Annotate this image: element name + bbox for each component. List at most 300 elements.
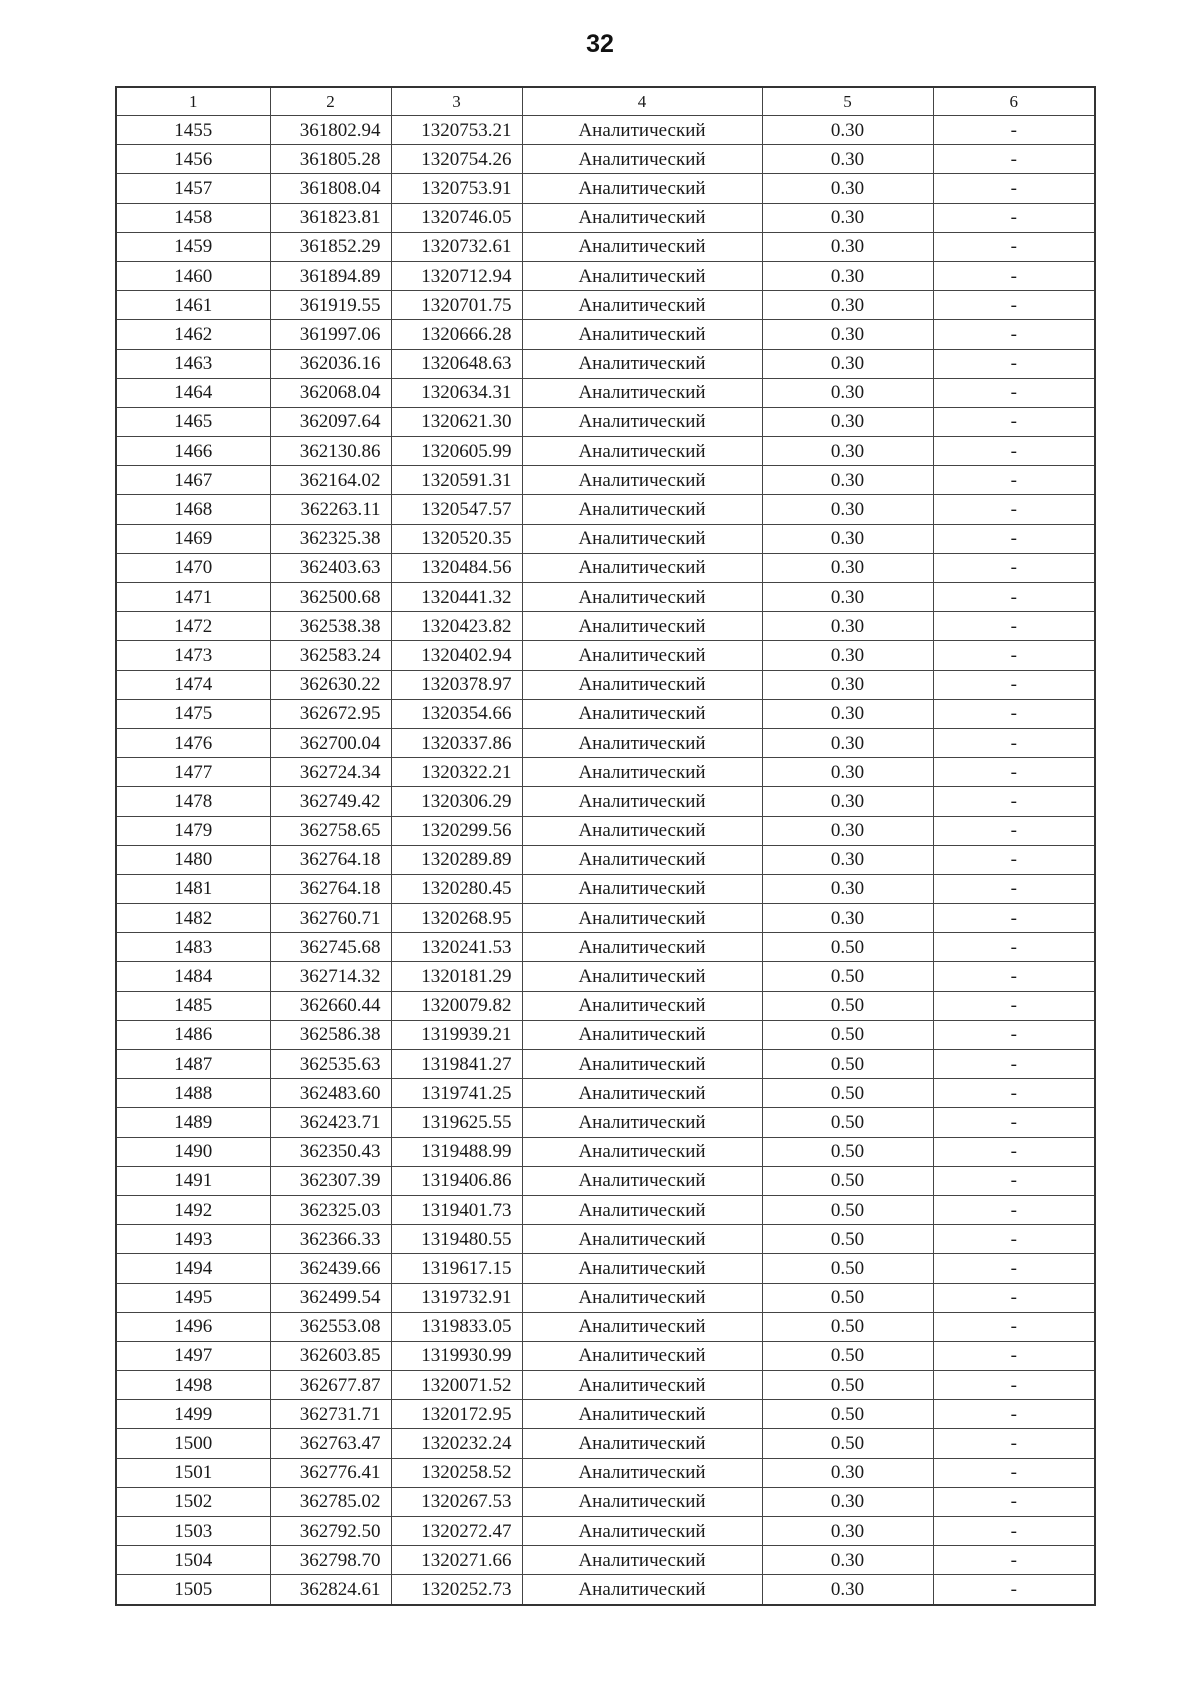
table-row	[116, 758, 1095, 787]
point-number-cell: 1494	[116, 1254, 270, 1283]
point-number-cell: 1495	[116, 1283, 270, 1312]
table-row	[116, 1050, 1095, 1079]
note-cell: -	[933, 524, 1095, 553]
point-number-cell: 1501	[116, 1458, 270, 1487]
note-cell: -	[933, 1108, 1095, 1137]
y-coordinate-cell: 1320079.82	[391, 991, 522, 1020]
x-coordinate-cell: 362677.87	[270, 1371, 391, 1400]
accuracy-cell: 0.50	[762, 1020, 933, 1049]
accuracy-cell: 0.30	[762, 407, 933, 436]
method-cell: Аналитический	[522, 524, 762, 553]
table-row	[116, 816, 1095, 845]
table-row	[116, 1341, 1095, 1370]
accuracy-cell: 0.30	[762, 904, 933, 933]
y-coordinate-cell: 1320071.52	[391, 1371, 522, 1400]
accuracy-cell: 0.30	[762, 349, 933, 378]
x-coordinate-cell: 362798.70	[270, 1546, 391, 1575]
accuracy-cell: 0.30	[762, 320, 933, 349]
x-coordinate-cell: 362350.43	[270, 1137, 391, 1166]
accuracy-cell: 0.30	[762, 145, 933, 174]
accuracy-cell: 0.30	[762, 1546, 933, 1575]
table-row	[116, 612, 1095, 641]
note-cell: -	[933, 1020, 1095, 1049]
y-coordinate-cell: 1319833.05	[391, 1312, 522, 1341]
table-row	[116, 933, 1095, 962]
point-number-cell: 1484	[116, 962, 270, 991]
accuracy-cell: 0.30	[762, 437, 933, 466]
note-cell: -	[933, 320, 1095, 349]
table-row	[116, 203, 1095, 232]
point-number-cell: 1505	[116, 1575, 270, 1605]
note-cell: -	[933, 583, 1095, 612]
y-coordinate-cell: 1319480.55	[391, 1225, 522, 1254]
point-number-cell: 1457	[116, 174, 270, 203]
y-coordinate-cell: 1320289.89	[391, 845, 522, 874]
table-row	[116, 407, 1095, 436]
accuracy-cell: 0.30	[762, 728, 933, 757]
x-coordinate-cell: 362776.41	[270, 1458, 391, 1487]
method-cell: Аналитический	[522, 758, 762, 787]
x-coordinate-cell: 362403.63	[270, 553, 391, 582]
method-cell: Аналитический	[522, 641, 762, 670]
point-number-cell: 1500	[116, 1429, 270, 1458]
table-row	[116, 145, 1095, 174]
accuracy-cell: 0.30	[762, 116, 933, 145]
accuracy-cell: 0.30	[762, 1575, 933, 1605]
point-number-cell: 1469	[116, 524, 270, 553]
point-number-cell: 1467	[116, 466, 270, 495]
method-cell: Аналитический	[522, 699, 762, 728]
accuracy-cell: 0.50	[762, 1429, 933, 1458]
point-number-cell: 1478	[116, 787, 270, 816]
note-cell: -	[933, 1575, 1095, 1605]
accuracy-cell: 0.50	[762, 933, 933, 962]
x-coordinate-cell: 362763.47	[270, 1429, 391, 1458]
point-number-cell: 1481	[116, 874, 270, 903]
accuracy-cell: 0.30	[762, 203, 933, 232]
method-cell: Аналитический	[522, 1575, 762, 1605]
point-number-cell: 1479	[116, 816, 270, 845]
method-cell: Аналитический	[522, 1312, 762, 1341]
point-number-cell: 1463	[116, 349, 270, 378]
point-number-cell: 1461	[116, 291, 270, 320]
table-row	[116, 787, 1095, 816]
y-coordinate-cell: 1320484.56	[391, 553, 522, 582]
accuracy-cell: 0.30	[762, 1487, 933, 1516]
x-coordinate-cell: 362760.71	[270, 904, 391, 933]
accuracy-cell: 0.50	[762, 1283, 933, 1312]
note-cell: -	[933, 1341, 1095, 1370]
accuracy-cell: 0.30	[762, 845, 933, 874]
y-coordinate-cell: 1320241.53	[391, 933, 522, 962]
point-number-cell: 1489	[116, 1108, 270, 1137]
method-cell: Аналитический	[522, 728, 762, 757]
accuracy-cell: 0.30	[762, 232, 933, 261]
x-coordinate-cell: 362097.64	[270, 407, 391, 436]
note-cell: -	[933, 1137, 1095, 1166]
table-row	[116, 116, 1095, 145]
x-coordinate-cell: 362500.68	[270, 583, 391, 612]
table-row	[116, 1108, 1095, 1137]
y-coordinate-cell: 1320712.94	[391, 261, 522, 290]
table-row	[116, 1546, 1095, 1575]
x-coordinate-cell: 362423.71	[270, 1108, 391, 1137]
method-cell: Аналитический	[522, 1108, 762, 1137]
table-row	[116, 349, 1095, 378]
note-cell: -	[933, 1487, 1095, 1516]
method-cell: Аналитический	[522, 787, 762, 816]
y-coordinate-cell: 1320172.95	[391, 1400, 522, 1429]
column-header-2: 2	[270, 87, 391, 116]
note-cell: -	[933, 407, 1095, 436]
note-cell: -	[933, 1195, 1095, 1224]
note-cell: -	[933, 1050, 1095, 1079]
point-number-cell: 1496	[116, 1312, 270, 1341]
method-cell: Аналитический	[522, 232, 762, 261]
x-coordinate-cell: 362824.61	[270, 1575, 391, 1605]
note-cell: -	[933, 495, 1095, 524]
accuracy-cell: 0.50	[762, 1195, 933, 1224]
method-cell: Аналитический	[522, 407, 762, 436]
y-coordinate-cell: 1320272.47	[391, 1517, 522, 1546]
point-number-cell: 1483	[116, 933, 270, 962]
x-coordinate-cell: 362068.04	[270, 378, 391, 407]
method-cell: Аналитический	[522, 874, 762, 903]
table-row	[116, 495, 1095, 524]
accuracy-cell: 0.30	[762, 787, 933, 816]
table-row	[116, 1225, 1095, 1254]
point-number-cell: 1471	[116, 583, 270, 612]
table-row	[116, 1458, 1095, 1487]
note-cell: -	[933, 904, 1095, 933]
column-header-6: 6	[933, 87, 1095, 116]
table-row	[116, 1079, 1095, 1108]
point-number-cell: 1472	[116, 612, 270, 641]
note-cell: -	[933, 641, 1095, 670]
note-cell: -	[933, 816, 1095, 845]
note-cell: -	[933, 1458, 1095, 1487]
y-coordinate-cell: 1320252.73	[391, 1575, 522, 1605]
note-cell: -	[933, 1371, 1095, 1400]
table-row	[116, 174, 1095, 203]
table-row	[116, 904, 1095, 933]
method-cell: Аналитический	[522, 816, 762, 845]
point-number-cell: 1473	[116, 641, 270, 670]
accuracy-cell: 0.30	[762, 758, 933, 787]
point-number-cell: 1475	[116, 699, 270, 728]
point-number-cell: 1466	[116, 437, 270, 466]
table-row	[116, 524, 1095, 553]
accuracy-cell: 0.50	[762, 1166, 933, 1195]
point-number-cell: 1458	[116, 203, 270, 232]
x-coordinate-cell: 362483.60	[270, 1079, 391, 1108]
x-coordinate-cell: 362263.11	[270, 495, 391, 524]
note-cell: -	[933, 1166, 1095, 1195]
method-cell: Аналитический	[522, 1166, 762, 1195]
y-coordinate-cell: 1320754.26	[391, 145, 522, 174]
point-number-cell: 1499	[116, 1400, 270, 1429]
note-cell: -	[933, 1079, 1095, 1108]
method-cell: Аналитический	[522, 904, 762, 933]
y-coordinate-cell: 1319401.73	[391, 1195, 522, 1224]
point-number-cell: 1468	[116, 495, 270, 524]
accuracy-cell: 0.30	[762, 174, 933, 203]
table-row	[116, 1137, 1095, 1166]
table-row	[116, 1254, 1095, 1283]
accuracy-cell: 0.50	[762, 1341, 933, 1370]
note-cell: -	[933, 670, 1095, 699]
table-row	[116, 437, 1095, 466]
x-coordinate-cell: 361805.28	[270, 145, 391, 174]
point-number-cell: 1464	[116, 378, 270, 407]
table-row	[116, 1166, 1095, 1195]
method-cell: Аналитический	[522, 320, 762, 349]
note-cell: -	[933, 466, 1095, 495]
point-number-cell: 1491	[116, 1166, 270, 1195]
note-cell: -	[933, 874, 1095, 903]
point-number-cell: 1487	[116, 1050, 270, 1079]
column-header-1: 1	[116, 87, 270, 116]
y-coordinate-cell: 1320258.52	[391, 1458, 522, 1487]
accuracy-cell: 0.30	[762, 670, 933, 699]
accuracy-cell: 0.30	[762, 553, 933, 582]
accuracy-cell: 0.50	[762, 1400, 933, 1429]
y-coordinate-cell: 1320621.30	[391, 407, 522, 436]
y-coordinate-cell: 1319625.55	[391, 1108, 522, 1137]
x-coordinate-cell: 362724.34	[270, 758, 391, 787]
table-row	[116, 261, 1095, 290]
method-cell: Аналитический	[522, 933, 762, 962]
method-cell: Аналитический	[522, 1195, 762, 1224]
method-cell: Аналитический	[522, 378, 762, 407]
accuracy-cell: 0.50	[762, 1254, 933, 1283]
x-coordinate-cell: 361919.55	[270, 291, 391, 320]
coordinates-table	[115, 86, 1096, 1606]
note-cell: -	[933, 612, 1095, 641]
note-cell: -	[933, 1400, 1095, 1429]
x-coordinate-cell: 362749.42	[270, 787, 391, 816]
x-coordinate-cell: 362660.44	[270, 991, 391, 1020]
y-coordinate-cell: 1320378.97	[391, 670, 522, 699]
y-coordinate-cell: 1320299.56	[391, 816, 522, 845]
x-coordinate-cell: 361852.29	[270, 232, 391, 261]
x-coordinate-cell: 362758.65	[270, 816, 391, 845]
accuracy-cell: 0.30	[762, 641, 933, 670]
method-cell: Аналитический	[522, 203, 762, 232]
note-cell: -	[933, 437, 1095, 466]
table-row	[116, 1429, 1095, 1458]
table-row	[116, 670, 1095, 699]
x-coordinate-cell: 362714.32	[270, 962, 391, 991]
point-number-cell: 1503	[116, 1517, 270, 1546]
table-row	[116, 641, 1095, 670]
y-coordinate-cell: 1320520.35	[391, 524, 522, 553]
accuracy-cell: 0.30	[762, 612, 933, 641]
x-coordinate-cell: 361894.89	[270, 261, 391, 290]
point-number-cell: 1460	[116, 261, 270, 290]
note-cell: -	[933, 699, 1095, 728]
method-cell: Аналитический	[522, 466, 762, 495]
accuracy-cell: 0.50	[762, 1137, 933, 1166]
point-number-cell: 1504	[116, 1546, 270, 1575]
x-coordinate-cell: 362553.08	[270, 1312, 391, 1341]
point-number-cell: 1462	[116, 320, 270, 349]
method-cell: Аналитический	[522, 1341, 762, 1370]
table-row	[116, 583, 1095, 612]
x-coordinate-cell: 362036.16	[270, 349, 391, 378]
x-coordinate-cell: 361802.94	[270, 116, 391, 145]
method-cell: Аналитический	[522, 1546, 762, 1575]
method-cell: Аналитический	[522, 145, 762, 174]
x-coordinate-cell: 362792.50	[270, 1517, 391, 1546]
note-cell: -	[933, 962, 1095, 991]
point-number-cell: 1465	[116, 407, 270, 436]
note-cell: -	[933, 1429, 1095, 1458]
point-number-cell: 1486	[116, 1020, 270, 1049]
method-cell: Аналитический	[522, 991, 762, 1020]
x-coordinate-cell: 362745.68	[270, 933, 391, 962]
note-cell: -	[933, 758, 1095, 787]
note-cell: -	[933, 203, 1095, 232]
note-cell: -	[933, 145, 1095, 174]
note-cell: -	[933, 845, 1095, 874]
note-cell: -	[933, 553, 1095, 582]
method-cell: Аналитический	[522, 553, 762, 582]
method-cell: Аналитический	[522, 116, 762, 145]
x-coordinate-cell: 362586.38	[270, 1020, 391, 1049]
y-coordinate-cell: 1320271.66	[391, 1546, 522, 1575]
method-cell: Аналитический	[522, 1429, 762, 1458]
method-cell: Аналитический	[522, 495, 762, 524]
table-row	[116, 378, 1095, 407]
y-coordinate-cell: 1320268.95	[391, 904, 522, 933]
note-cell: -	[933, 116, 1095, 145]
table-row	[116, 232, 1095, 261]
y-coordinate-cell: 1320354.66	[391, 699, 522, 728]
table-row	[116, 1487, 1095, 1516]
accuracy-cell: 0.50	[762, 991, 933, 1020]
x-coordinate-cell: 362535.63	[270, 1050, 391, 1079]
accuracy-cell: 0.30	[762, 583, 933, 612]
y-coordinate-cell: 1320280.45	[391, 874, 522, 903]
column-header-4: 4	[522, 87, 762, 116]
y-coordinate-cell: 1320547.57	[391, 495, 522, 524]
method-cell: Аналитический	[522, 1225, 762, 1254]
y-coordinate-cell: 1319939.21	[391, 1020, 522, 1049]
point-number-cell: 1502	[116, 1487, 270, 1516]
accuracy-cell: 0.50	[762, 1371, 933, 1400]
y-coordinate-cell: 1320232.24	[391, 1429, 522, 1458]
point-number-cell: 1455	[116, 116, 270, 145]
accuracy-cell: 0.50	[762, 1108, 933, 1137]
x-coordinate-cell: 362630.22	[270, 670, 391, 699]
accuracy-cell: 0.50	[762, 1050, 933, 1079]
point-number-cell: 1477	[116, 758, 270, 787]
y-coordinate-cell: 1320267.53	[391, 1487, 522, 1516]
method-cell: Аналитический	[522, 1137, 762, 1166]
table-row	[116, 1575, 1095, 1605]
note-cell: -	[933, 291, 1095, 320]
y-coordinate-cell: 1319741.25	[391, 1079, 522, 1108]
y-coordinate-cell: 1320732.61	[391, 232, 522, 261]
y-coordinate-cell: 1319488.99	[391, 1137, 522, 1166]
table-row	[116, 1195, 1095, 1224]
point-number-cell: 1476	[116, 728, 270, 757]
note-cell: -	[933, 261, 1095, 290]
note-cell: -	[933, 933, 1095, 962]
table-row	[116, 291, 1095, 320]
point-number-cell: 1480	[116, 845, 270, 874]
accuracy-cell: 0.30	[762, 524, 933, 553]
note-cell: -	[933, 991, 1095, 1020]
point-number-cell: 1490	[116, 1137, 270, 1166]
x-coordinate-cell: 362764.18	[270, 845, 391, 874]
accuracy-cell: 0.30	[762, 1517, 933, 1546]
accuracy-cell: 0.50	[762, 1225, 933, 1254]
accuracy-cell: 0.30	[762, 874, 933, 903]
note-cell: -	[933, 1254, 1095, 1283]
accuracy-cell: 0.30	[762, 378, 933, 407]
table-row	[116, 699, 1095, 728]
column-header-3: 3	[391, 87, 522, 116]
note-cell: -	[933, 728, 1095, 757]
accuracy-cell: 0.50	[762, 962, 933, 991]
method-cell: Аналитический	[522, 1050, 762, 1079]
y-coordinate-cell: 1320441.32	[391, 583, 522, 612]
x-coordinate-cell: 361823.81	[270, 203, 391, 232]
y-coordinate-cell: 1319617.15	[391, 1254, 522, 1283]
y-coordinate-cell: 1319732.91	[391, 1283, 522, 1312]
table-row	[116, 962, 1095, 991]
y-coordinate-cell: 1320306.29	[391, 787, 522, 816]
x-coordinate-cell: 362499.54	[270, 1283, 391, 1312]
table-row	[116, 1283, 1095, 1312]
accuracy-cell: 0.50	[762, 1079, 933, 1108]
y-coordinate-cell: 1320605.99	[391, 437, 522, 466]
x-coordinate-cell: 361997.06	[270, 320, 391, 349]
note-cell: -	[933, 1546, 1095, 1575]
point-number-cell: 1497	[116, 1341, 270, 1370]
x-coordinate-cell: 362307.39	[270, 1166, 391, 1195]
x-coordinate-cell: 361808.04	[270, 174, 391, 203]
note-cell: -	[933, 1517, 1095, 1546]
point-number-cell: 1470	[116, 553, 270, 582]
x-coordinate-cell: 362764.18	[270, 874, 391, 903]
table-row	[116, 553, 1095, 582]
x-coordinate-cell: 362700.04	[270, 728, 391, 757]
y-coordinate-cell: 1320337.86	[391, 728, 522, 757]
method-cell: Аналитический	[522, 1371, 762, 1400]
y-coordinate-cell: 1320423.82	[391, 612, 522, 641]
x-coordinate-cell: 362325.03	[270, 1195, 391, 1224]
method-cell: Аналитический	[522, 1079, 762, 1108]
point-number-cell: 1485	[116, 991, 270, 1020]
accuracy-cell: 0.30	[762, 699, 933, 728]
accuracy-cell: 0.30	[762, 466, 933, 495]
note-cell: -	[933, 378, 1095, 407]
point-number-cell: 1492	[116, 1195, 270, 1224]
table-row	[116, 728, 1095, 757]
table-row	[116, 1517, 1095, 1546]
table-row	[116, 991, 1095, 1020]
note-cell: -	[933, 1283, 1095, 1312]
x-coordinate-cell: 362785.02	[270, 1487, 391, 1516]
y-coordinate-cell: 1320753.91	[391, 174, 522, 203]
y-coordinate-cell: 1320634.31	[391, 378, 522, 407]
point-number-cell: 1459	[116, 232, 270, 261]
y-coordinate-cell: 1320181.29	[391, 962, 522, 991]
table-row	[116, 874, 1095, 903]
